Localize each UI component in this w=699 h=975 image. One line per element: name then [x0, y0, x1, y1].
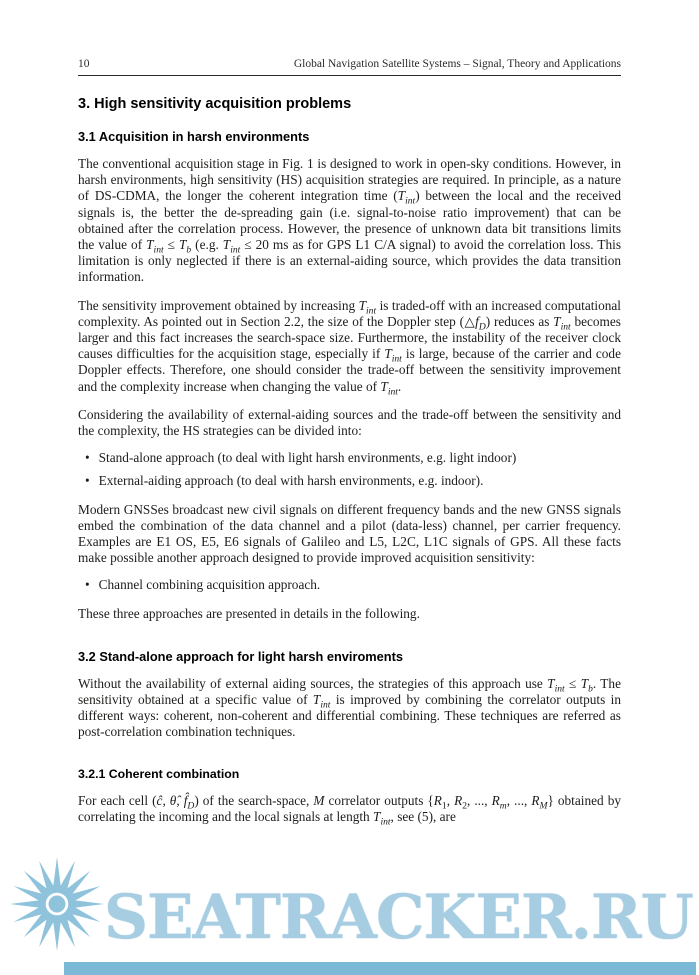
bullet-marker: • — [85, 473, 90, 489]
list-item-text: Stand-alone approach (to deal with light harsh environments, e.g. light indoor) — [98, 450, 517, 466]
watermark-text: SEATRACKER.RU — [104, 882, 693, 953]
bullet-list-hs-strategies — [78, 450, 621, 489]
watermark-bar — [64, 962, 696, 975]
bullet-list-channel-combining — [78, 577, 621, 593]
paragraph-3-2-1: Without the availability of external aiding sources, the strategies of this approach use $T_{int} \le T_b$. The sensitivity obtained at a specific value of $T_{int}$ is improved by combining the correlator outputs in different ways: coherent, non-coherent and differential combining. These techniques are referred as post-correlation combination techniques. — [78, 675, 622, 740]
sun-icon — [10, 857, 104, 951]
subsection-heading-3-2-1: 3.2.1 Coherent combination — [78, 766, 240, 781]
page-content — [78, 58, 622, 828]
section-heading-3: 3. High sensitivity acquisition problems — [78, 96, 352, 112]
list-item — [78, 577, 621, 593]
header-rule — [78, 75, 621, 76]
page-header — [78, 58, 621, 70]
bullet-marker: • — [85, 577, 90, 593]
paragraph-3-2-1-1: For each cell (ĉ, θ̂, $f̂_D$) of the search-space, M correlator outputs {$R_1$, $R_2$, ..., $R_m$, ..., $R_M$} obtained by correlating the incoming and the local signals at length $T_{int}$, see (5), are — [78, 792, 621, 828]
bullet-marker: • — [85, 450, 90, 466]
paragraph-3-1-3: Considering the availability of external-aiding sources and the trade-off between the sensitivity and the complexity, the HS strategies can be divided into: — [78, 406, 621, 439]
paragraph-3-1-5: These three approaches are presented in details in the following. — [78, 605, 420, 621]
running-title: Global Navigation Satellite Systems – Signal, Theory and Applications — [293, 58, 621, 70]
list-item-text: Channel combining acquisition approach. — [98, 577, 321, 593]
list-item — [78, 450, 621, 466]
paragraph-3-1-4: Modern GNSSes broadcast new civil signals on different frequency bands and the new GNSS signals embed the combination of the data channel and a pilot (data-less) channel, per carrier frequency. Examples are E1 OS, E5, E6 signals of Galileo and L5, L2C, L1C signals of GPS. All these facts make possible another approach designed to provide improved acquisition sensitivity: — [78, 501, 621, 566]
list-item-text: External-aiding approach (to deal with harsh environments, e.g. indoor). — [98, 473, 484, 489]
subsection-heading-3-2: 3.2 Stand-alone approach for light harsh enviroments — [78, 648, 403, 664]
paragraph-3-1-1: The conventional acquisition stage in Fig. 1 is designed to work in open-sky conditions. However, in harsh environments, high sensitivity (HS) acquisition strategies are required. In principle, as a nature of DS-CDMA, the longer the coherent integration time $(T_{int})$ between the local and the received signals is, the better the de-spreading gain (i.e. signal-to-noise ratio improvement) that can be obtained after the correlation process. However, the presence of unknown data bit transitions limits the value of $T_{int} \le T_b$ (e.g. $T_{int} \le 20$ ms as for GPS L1 C/A signal) to avoid the correlation loss. This limitation is only neglected if there is an external-aiding source, which provides the data transition information. — [78, 156, 621, 285]
list-item — [78, 473, 621, 489]
page-number: 10 — [78, 58, 90, 70]
paragraph-3-1-2: The sensitivity improvement obtained by increasing $T_{int}$ is traded-off with an increased computational complexity. As pointed out in Section 2.2, the size of the Doppler step $(\triangle f_D)$ reduces as $T_{int}$ becomes larger and this fact increases the search-space size. Furthermore, the instability of the receiver clock causes difficulties for the acquisition stage, especially if $T_{int}$ is large, because of the carrier and code Doppler effects. Therefore, one should consider the trade-off between the sensitivity improvement and the complexity increase when changing the value of $T_{int}$. — [78, 297, 621, 398]
subsection-heading-3-1: 3.1 Acquisition in harsh environments — [78, 129, 310, 144]
